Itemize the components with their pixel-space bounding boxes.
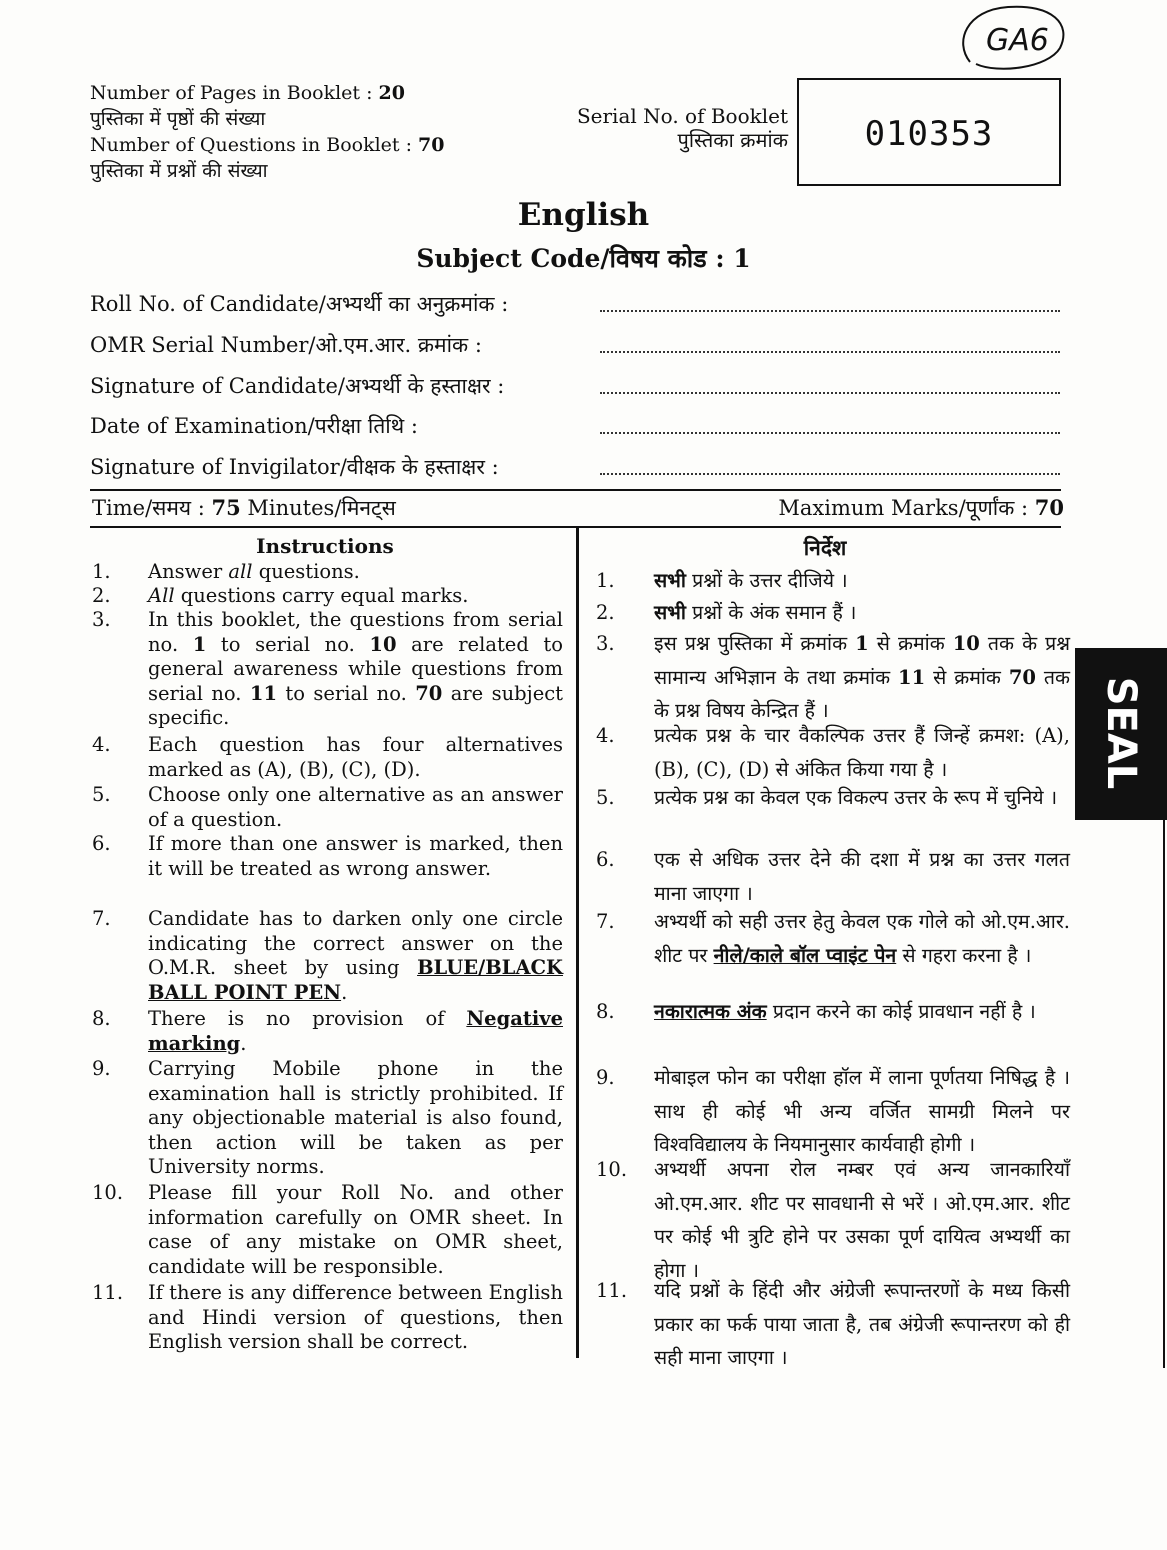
pages-label-hi: पुस्तिका में पृष्ठों की संख्या	[90, 108, 266, 130]
time-prefix: Time/समय :	[92, 496, 212, 520]
item-bold: 1	[192, 632, 207, 656]
field-invigilator-signature[interactable]	[90, 447, 1060, 481]
item-text: If more than one answer is marked, then it will be treated as wrong answer.	[148, 832, 563, 880]
item-number: 2.	[596, 601, 615, 624]
item-number: 6.	[92, 832, 111, 855]
booklet-meta	[90, 80, 445, 184]
item-number: 9.	[596, 1066, 615, 1089]
item-text: तक के प्रश्न विषय केन्द्रित हैं ।	[654, 665, 1070, 722]
item-text: यदि प्रश्नों के हिंदी और अंग्रेजी रूपान्तरणों के मध्य किसी प्रकार का फर्क पाया जाता है, तब अंग्रेजी रूपान्तरण को ही सही माना जाएगा ।	[654, 1279, 1070, 1369]
field-candidate-signature[interactable]	[90, 366, 1060, 400]
item-text: मोबाइल फोन का परीक्षा हॉल में लाना पूर्णतया निषिद्ध है । साथ ही कोई भी अन्य वर्जित सामग्री मिलने पर विश्वविद्यालय के नियमानुसार कार्यवाही होगी ।	[654, 1066, 1070, 1156]
item-text: Candidate has to darken only one circle indicating the correct answer on the O.M.R. sheet by using	[148, 907, 563, 980]
item-number: 4.	[596, 724, 615, 747]
column-divider	[576, 528, 579, 1358]
item-bold: 11	[898, 665, 926, 689]
item-bold: सभी	[654, 601, 686, 624]
item-number: 7.	[596, 910, 615, 933]
item-text: There is no provision of	[148, 1007, 467, 1030]
field-label: Signature of Candidate/अभ्यर्थी के हस्ताक्षर :	[90, 374, 505, 398]
item-bold: 10	[952, 632, 980, 655]
item-text: से क्रमांक	[868, 632, 953, 655]
divider	[90, 489, 1061, 491]
field-label: OMR Serial Number/ओ.एम.आर. क्रमांक :	[90, 333, 482, 357]
item-bold: 11	[249, 681, 278, 705]
item-underline: नीले/काले बॉल प्वाइंट पेन	[713, 943, 897, 967]
item-text: प्रत्येक प्रश्न का केवल एक विकल्प उत्तर के रूप में चुनिये ।	[654, 786, 1058, 809]
item-text: .	[240, 1031, 247, 1055]
seal-label: SEAL	[1098, 676, 1144, 790]
item-text: to serial no.	[206, 632, 370, 656]
item-number: 5.	[92, 783, 111, 806]
item-text: इस प्रश्न पुस्तिका में क्रमांक	[654, 632, 856, 655]
item-number: 3.	[596, 632, 615, 655]
item-text: Answer	[148, 560, 229, 583]
questions-label-hi: पुस्तिका में प्रश्नों की संख्या	[90, 160, 268, 182]
item-underline: Negative marking	[148, 1007, 563, 1055]
item-emphasis: all	[228, 560, 253, 583]
item-number: 11.	[92, 1281, 124, 1304]
item-text: Carrying Mobile phone in the examination hall is strictly prohibited. If any objectionable material is also found, then action will be taken as per University norms.	[148, 1057, 563, 1179]
item-number: 4.	[92, 733, 111, 756]
field-blank[interactable]	[600, 432, 1060, 434]
max-marks	[700, 494, 1064, 522]
item-text: प्रश्नों के अंक समान हैं ।	[685, 601, 857, 624]
item-underline: BLUE/BLACK BALL POINT PEN	[148, 956, 563, 1004]
item-bold: 70	[415, 681, 443, 705]
item-number: 11.	[596, 1279, 628, 1302]
item-text: तक के प्रश्न सामान्य अभिज्ञान के तथा क्रमांक	[654, 632, 1071, 689]
item-number: 1.	[596, 569, 615, 592]
item-text: are related to general awareness while questions from serial no.	[148, 632, 563, 705]
field-label: Date of Examination/परीक्षा तिथि :	[90, 414, 418, 438]
handwritten-mark	[948, 2, 1076, 76]
questions-value: 70	[418, 134, 445, 156]
item-text: .	[341, 980, 348, 1004]
item-text: से क्रमांक	[925, 665, 1009, 689]
item-number: 9.	[92, 1057, 111, 1080]
item-number: 8.	[596, 1000, 615, 1023]
svg-text:GA6: GA6	[986, 23, 1049, 58]
field-blank[interactable]	[600, 351, 1060, 353]
pages-label: Number of Pages in Booklet :	[90, 82, 379, 104]
field-exam-date[interactable]	[90, 406, 1060, 440]
pages-value: 20	[378, 82, 405, 104]
serial-label	[540, 104, 788, 152]
item-text: to serial no.	[277, 681, 416, 705]
item-text: प्रत्येक प्रश्न के चार वैकल्पिक उत्तर हैं जिन्हें क्रमश: (A), (B), (C), (D) से अंकित किया गया है ।	[654, 724, 1070, 781]
field-blank[interactable]	[600, 392, 1060, 394]
item-text: अभ्यर्थी अपना रोल नम्बर एवं अन्य जानकारियाँ ओ.एम.आर. शीट पर सावधानी से भरें । ओ.एम.आर. शीट पर कोई भी त्रुटि होने पर उसका पूर्ण दायित्व अभ्यर्थी का होगा ।	[654, 1158, 1070, 1282]
page-edge-line	[1163, 648, 1165, 1368]
item-number: 10.	[596, 1158, 628, 1181]
marks-prefix: Maximum Marks/पूर्णांक :	[778, 496, 1035, 520]
item-text: एक से अधिक उत्तर देने की दशा में प्रश्न का उत्तर गलत माना जाएगा ।	[654, 848, 1070, 905]
item-number: 5.	[596, 786, 615, 809]
item-bold: 1	[855, 632, 869, 655]
item-bold: सभी	[654, 569, 686, 592]
field-omr-serial[interactable]	[90, 325, 1060, 359]
item-text: अभ्यर्थी को सही उत्तर हेतु केवल एक गोले को ओ.एम.आर. शीट पर	[654, 910, 1070, 967]
item-text: Please fill your Roll No. and other information carefully on OMR sheet. In case of any mistake on OMR sheet, candidate will be responsible.	[148, 1181, 563, 1278]
item-text: Each question has four alternatives marked as (A), (B), (C), (D).	[148, 733, 563, 781]
item-text: प्रदान करने का कोई प्रावधान नहीं है ।	[766, 1000, 1036, 1023]
item-text: से गहरा करना है ।	[896, 943, 1032, 967]
item-text: प्रश्नों के उत्तर दीजिये ।	[685, 569, 848, 592]
item-emphasis: All	[148, 584, 175, 607]
serial-label-en: Serial No. of Booklet	[576, 104, 788, 128]
exam-time	[92, 494, 396, 522]
item-text: Choose only one alternative as an answer of a question.	[148, 783, 563, 831]
item-number: 3.	[92, 608, 111, 631]
time-suffix: Minutes/मिनट्स	[240, 496, 396, 520]
time-value: 75	[211, 495, 241, 520]
item-number: 8.	[92, 1007, 111, 1030]
item-text: questions carry equal marks.	[174, 584, 469, 607]
field-label: Signature of Invigilator/वीक्षक के हस्ताक्षर :	[90, 455, 499, 479]
item-text: questions.	[252, 560, 360, 583]
field-blank[interactable]	[600, 473, 1060, 475]
field-blank[interactable]	[600, 310, 1060, 312]
marks-value: 70	[1034, 495, 1064, 520]
item-bold: 10	[369, 632, 397, 656]
serial-label-hi: पुस्तिका क्रमांक	[677, 128, 788, 152]
serial-number: 010353	[864, 114, 994, 154]
item-number: 1.	[92, 560, 111, 583]
instructions-title-hi: निर्देश	[803, 535, 847, 560]
item-number: 6.	[596, 848, 615, 871]
item-underline: नकारात्मक अंक	[654, 1000, 767, 1023]
item-text: If there is any difference between English and Hindi version of questions, then English version shall be correct.	[148, 1281, 563, 1354]
field-roll-no[interactable]	[90, 284, 1060, 318]
item-text: are subject specific.	[148, 681, 563, 730]
subject-code: Subject Code/विषय कोड : 1	[416, 244, 751, 273]
instructions-title: Instructions	[256, 534, 394, 558]
item-number: 2.	[92, 584, 111, 607]
item-number: 10.	[92, 1181, 124, 1204]
item-bold: 70	[1008, 665, 1036, 689]
seal-tab[interactable]	[1075, 648, 1167, 820]
item-text: In this booklet, the questions from serial no.	[148, 608, 563, 656]
questions-label: Number of Questions in Booklet :	[90, 134, 419, 156]
item-number: 7.	[92, 907, 111, 930]
subject-name: English	[517, 197, 650, 233]
field-label: Roll No. of Candidate/अभ्यर्थी का अनुक्रमांक :	[90, 292, 509, 316]
